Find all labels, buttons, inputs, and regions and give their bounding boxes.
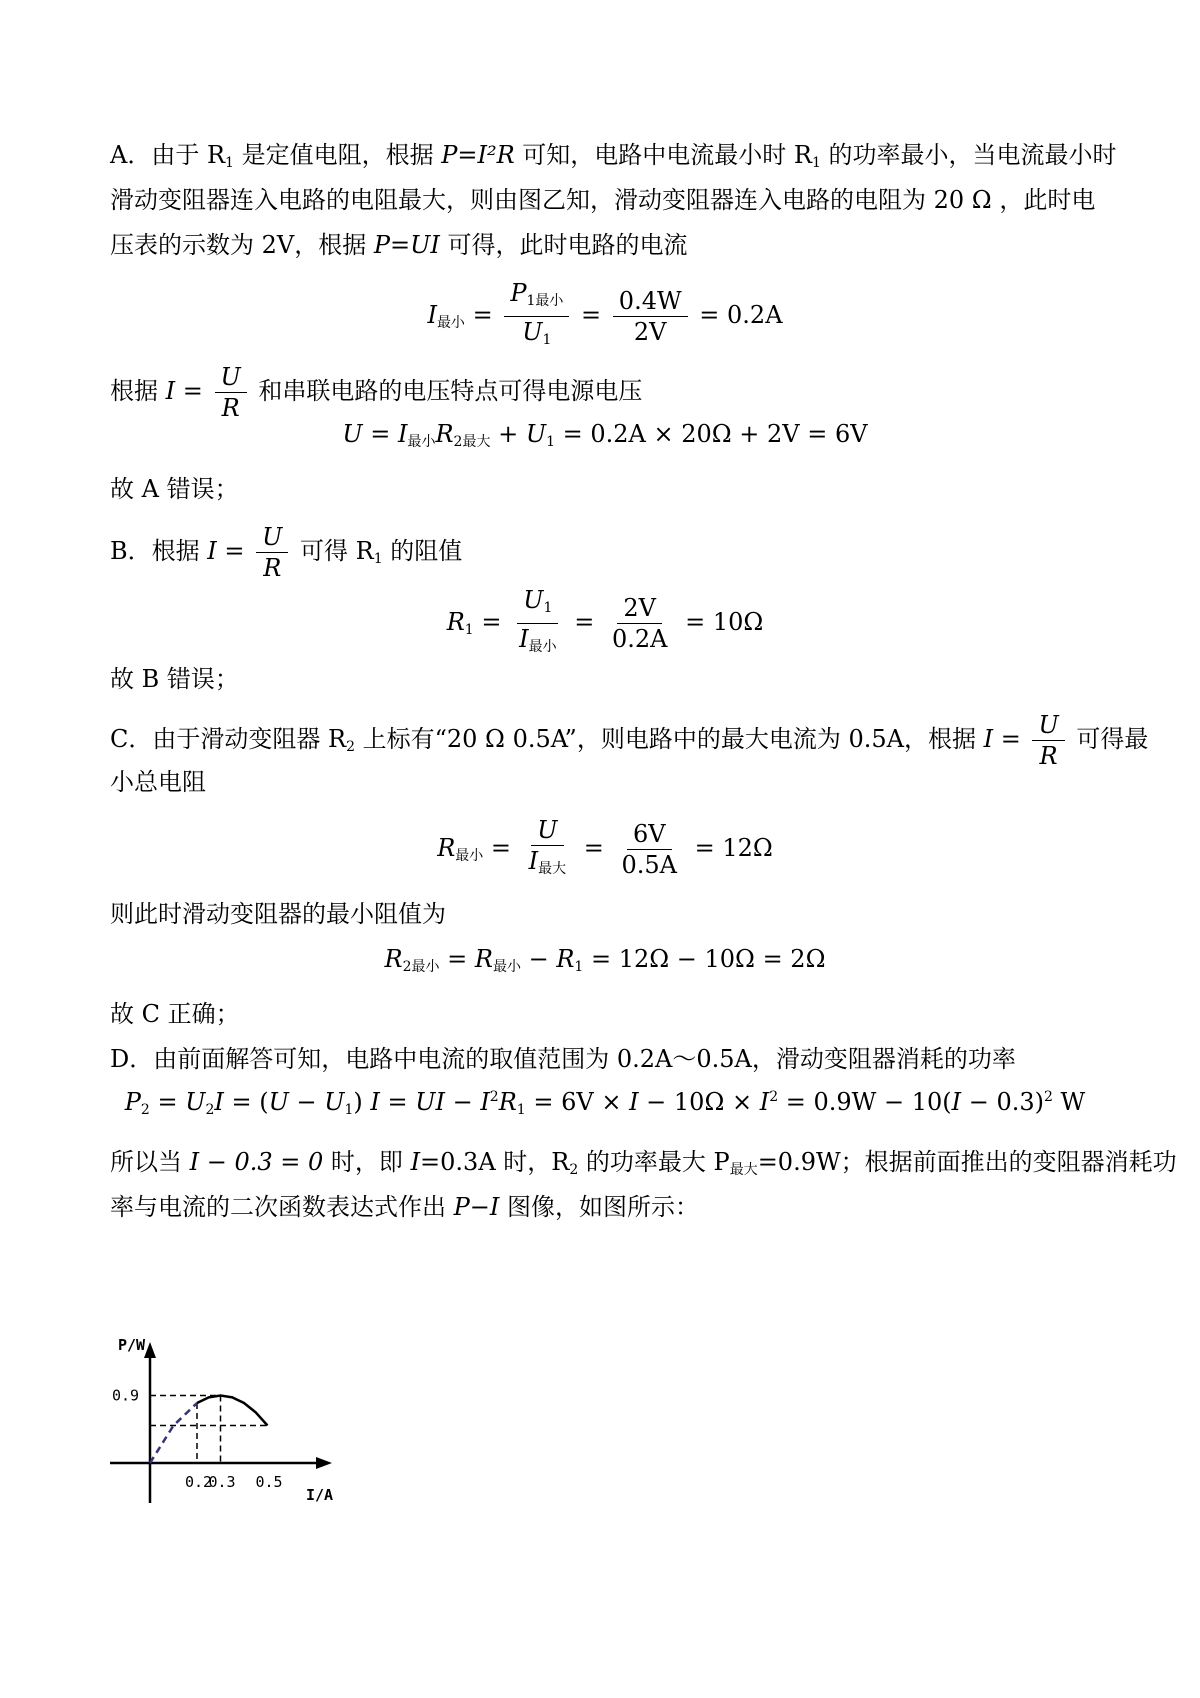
formula: P−I — [453, 1193, 500, 1221]
fraction — [504, 278, 569, 355]
text: =0.3A 时，R — [420, 1148, 570, 1176]
text: 可得最 — [1076, 725, 1149, 753]
text: 可得 R — [300, 537, 374, 565]
formula: P=UI — [373, 231, 440, 259]
text: 可知，电路中电流最小时 R — [514, 141, 812, 169]
para-d-line1: D．由前面解答可知，电路中电流的取值范围为 0.2A～0.5A，滑动变阻器消耗的功率 — [110, 1045, 1016, 1073]
sub: 1 — [225, 155, 234, 171]
text: A．由于 R — [110, 141, 226, 169]
para-c-line2: 小总电阻 — [110, 768, 206, 796]
text: 的阻值 — [382, 537, 463, 565]
text: =0.9W；根据前面推出的变阻器消耗功 — [757, 1148, 1177, 1176]
text: 根据 — [110, 377, 158, 405]
text: 是定值电阻，根据 — [233, 141, 442, 169]
para-d-line3 — [110, 1190, 1100, 1224]
sub: 1最小 — [526, 293, 564, 309]
y-axis-arrow — [144, 1342, 156, 1358]
equation-d1: $P_2 = U_2I = (U - U_1) I$ = UI − $I^2R_1 = 6V \times I - 10\Omega \times I^2 = 0.9W - 10(I - 0.3)^2$ W — [124, 1088, 1086, 1118]
para-a-conclusion: 故 A 错误； — [110, 475, 239, 503]
sub: 1 — [542, 332, 552, 348]
curve-dashed — [150, 1403, 197, 1463]
para-b-line1: B．根据 I = $\frac{U}{R}$ 可得 $R_1$ 的阻值 — [110, 523, 463, 582]
para-a-line1 — [110, 138, 1117, 180]
formula: P=I²R — [441, 141, 515, 169]
formula: I − 0.3 = 0 — [189, 1148, 324, 1176]
x-axis-label: I/A — [306, 1486, 334, 1504]
text: 可得，此时电路的电流 — [439, 231, 688, 259]
text: 和串联电路的电压特点可得电源电压 — [258, 377, 643, 405]
equation-a2: $U = I_{最小}R_{2最大} + U_1 = 0.2A \times 20\Omega + 2V = 6V$ — [342, 420, 868, 450]
y-axis-label: P/W — [118, 1338, 146, 1354]
para-a-line2: 滑动变阻器连入电路的电阻最大，则由图乙知，滑动变阻器连入电路的电阻为 20 Ω ，此时电 — [110, 186, 1096, 214]
formula: I — [410, 1148, 421, 1176]
curve-solid — [197, 1396, 268, 1426]
text: 压表的示数为 2V，根据 — [110, 231, 374, 259]
text: 上标有“20 Ω 0.5A”，则电路中的最大电流为 0.5A，根据 — [354, 725, 976, 753]
para-a-line4: 根据 I = $\frac{U}{R}$ 和串联电路的电压特点可得电源电压 — [110, 363, 643, 422]
para-c-line1: C．由于滑动变阻器 $R_2$ 上标有“20 Ω 0.5A”，则电路中的最大电流为 0.5A，根据 I = $\frac{U}{R}$ 可得最 — [110, 711, 1149, 770]
x-tick-label: 0.3 — [208, 1473, 236, 1491]
fraction: $\frac{U}{R}$ — [256, 522, 288, 583]
para-a-line3 — [110, 228, 1100, 262]
text: 图像，如图所示： — [499, 1193, 700, 1221]
x-axis-arrow — [316, 1457, 332, 1469]
fraction: $\frac{U}{R}$ — [215, 362, 247, 423]
equation-b1: $R_1$ = $\frac{U_1}{I_{最小}}$ = $\frac{2V}{0.2A}$ = 10Ω — [446, 586, 764, 655]
sub: 最大 — [729, 1162, 758, 1178]
para-c-conclusion: 故 C 正确； — [110, 1000, 240, 1028]
para-b-conclusion: 故 B 错误； — [110, 665, 239, 693]
text: 所以当 — [110, 1148, 190, 1176]
fraction: $\frac{U}{R}$ — [1032, 710, 1064, 771]
sym: P — [510, 279, 527, 307]
equation-c1: $R_{最小}$ = $\frac{U}{I_{最大}}$ = $\frac{6V}{0.5A}$ = 12Ω — [437, 816, 773, 879]
text: 的功率最小，当电流最小时 — [820, 141, 1117, 169]
p-i-graph — [110, 1338, 370, 1528]
sym: = — [472, 301, 493, 329]
x-tick-label: 0.2 — [185, 1473, 213, 1491]
text: B．根据 — [110, 537, 200, 565]
text: 率与电流的二次函数表达式作出 — [110, 1193, 454, 1221]
equation-a1: $I_{最小}$ = $\frac{P_{1最小}}{U_1}$ = $\frac{0.4W}{2V}$ = 0.2A — [110, 278, 1100, 355]
sub: 1 — [811, 155, 821, 171]
text: 的功率最大 P — [578, 1148, 730, 1176]
para-c-line3: 则此时滑动变阻器的最小阻值为 — [110, 900, 446, 928]
text: C．由于滑动变阻器 R — [110, 725, 347, 753]
x-tick-label: 0.5 — [255, 1473, 283, 1491]
y-tick-label: 0.9 — [112, 1386, 140, 1405]
text: 时，即 — [323, 1148, 411, 1176]
sym: U — [522, 318, 543, 346]
para-d-line2: 所以当 I − 0.3 = 0 时，即 I=0.3A 时，$R_2$ 的功率最大 $P_{最大}=0.9W$；根据前面推出的变阻器消耗功 — [110, 1148, 1177, 1178]
sub: 最小 — [436, 315, 465, 331]
sym: I — [427, 301, 437, 329]
equation-c2: $R_{2最小} = R_{最小} - R_1 = 12\Omega - 10\Omega = 2\Omega$ — [384, 945, 826, 975]
